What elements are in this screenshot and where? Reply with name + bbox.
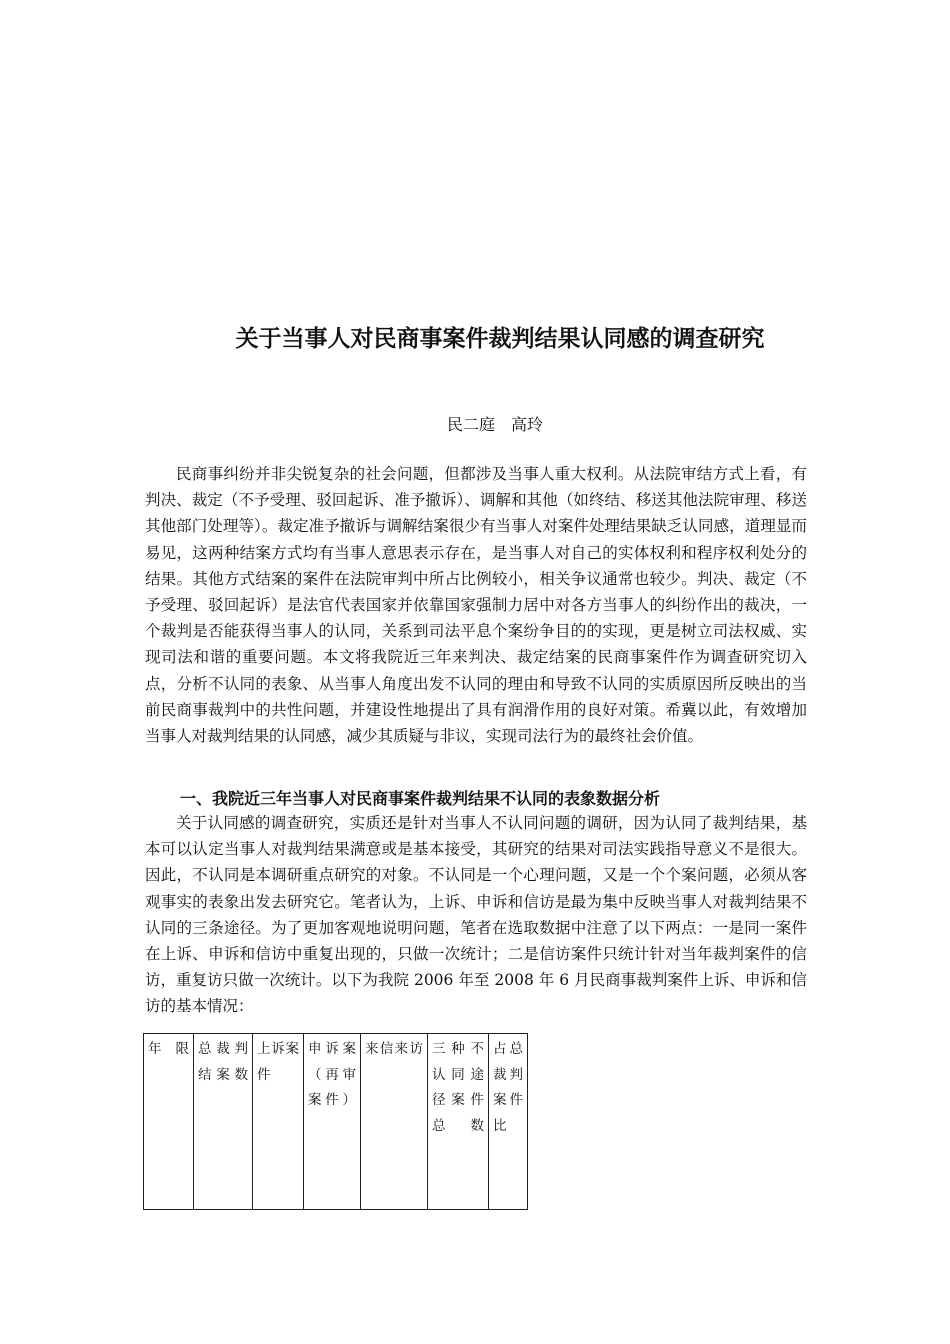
- header-cell-appeal: 上诉案件: [253, 1034, 304, 1210]
- table-header-row: [144, 1034, 528, 1210]
- header-cell-year: 年限: [144, 1034, 194, 1210]
- author-line: 民二庭 高玲: [446, 415, 543, 434]
- header-cell-ratio: 占总裁判案件比: [489, 1034, 528, 1210]
- header-cell-letters-visits: 来信来访: [361, 1034, 428, 1210]
- statistics-table: [143, 1033, 528, 1210]
- header-cell-petition: 申诉案（再审案件）: [304, 1034, 361, 1210]
- document-title: 关于当事人对民商事案件裁判结果认同感的调查研究: [235, 326, 765, 352]
- section-heading: 一、我院近三年当事人对民商事案件裁判结果不认同的表象数据分析: [180, 789, 661, 808]
- header-cell-three-channels-total: 三种不认同途径案件总数: [428, 1034, 489, 1210]
- section-paragraph: 关于认同感的调查研究，实质还是针对当事人不认同问题的调研，因为认同了裁判结果，基本可以认定当事人对裁判结果满意或是基本接受，其研究的结果对司法实践指导意义不是很大。因此，不认同是本调研重点研究的对象。不认同是一个心理问题，又是一个个案问题，必须从客观事实的表象出发去研究它。笔者认为，上诉、申诉和信访是最为集中反映当事人对裁判结果不认同的三条途径。为了更加客观地说明问题，笔者在选取数据中注意了以下两点：一是同一案件在上诉、申诉和信访中重复出现的，只做一次统计；二是信访案件只统计针对当年裁判案件的信访，重复访只做一次统计。以下为我院 2006 年至 2008 年 6 月民商事裁判案件上诉、申诉和信访的基本情况：: [145, 814, 807, 1016]
- header-cell-total-cases: 总裁判结案数: [194, 1034, 253, 1210]
- intro-paragraph: 民商事纠纷并非尖锐复杂的社会问题，但都涉及当事人重大权利。从法院审结方式上看，有判决、裁定（不予受理、驳回起诉、准予撤诉）、调解和其他（如终结、移送其他法院审理、移送其他部门处理等）。裁定准予撤诉与调解结案很少有当事人对案件处理结果缺乏认同感，道理显而易见，这两种结案方式均有当事人意思表示存在，是当事人对自己的实体权利和程序权利处分的结果。其他方式结案的案件在法院审判中所占比例较小，相关争议通常也较少。判决、裁定（不予受理、驳回起诉）是法官代表国家并依靠国家强制力居中对各方当事人的纠纷作出的裁决，一个裁判是否能获得当事人的认同，关系到司法平息个案纷争目的的实现，更是树立司法权威、实现司法和谐的重要问题。本文将我院近三年来判决、裁定结案的民商事案件作为调查研究切入点，分析不认同的表象、从当事人角度出发不认同的理由和导致不认同的实质原因所反映出的当前民商事裁判中的共性问题，并建设性地提出了具有润滑作用的良好对策。希冀以此，有效增加当事人对裁判结果的认同感，减少其质疑与非议，实现司法行为的最终社会价值。: [145, 465, 807, 746]
